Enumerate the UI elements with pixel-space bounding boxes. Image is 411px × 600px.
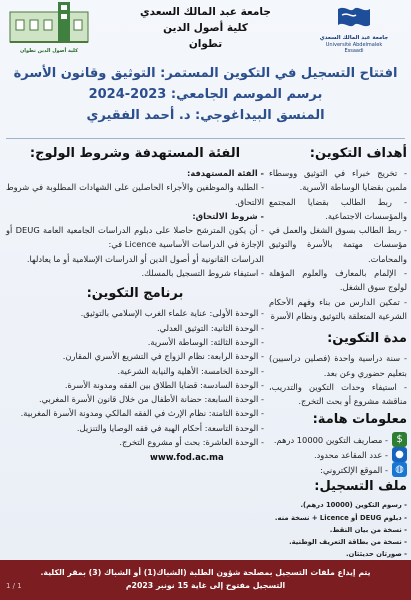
list-item: - أن يكون المترشح حاصلا على دبلوم الدراسات الجامعية العامة DEUG أو الإجازة في الدراسات الأساسية Licence في: — [6, 225, 264, 250]
website-label: - الموقع الإلكتروني: — [320, 464, 388, 475]
city-name: تطوان — [188, 38, 223, 50]
fees-row — [269, 432, 407, 447]
list-item: - الوحدة الثانية: التوثيق العدلي. — [156, 322, 264, 333]
institution-header — [120, 4, 291, 52]
list-item: - دبلوم DEUG أو Licence + نسخة منه. — [274, 513, 407, 522]
right-column — [269, 142, 407, 560]
academic-year: برسم الموسم الجامعي: 2023-2024 — [88, 87, 323, 102]
dossier-title: ملف التسجيل: — [314, 479, 407, 495]
list-item: - استيفاء وحدات التكوين والتدريب، مناقشة مشروع أو بحث التخرج. — [269, 381, 407, 407]
university-name: جامعة عبد المالك السعدي — [140, 6, 271, 18]
list-item: - الإلمام بالمعارف والعلوم المؤهلة لولوج سوق الشغل. — [269, 268, 407, 293]
website-link[interactable]: www.fod.ac.ma — [150, 453, 224, 463]
main-title: افتتاح التسجيل في التكوين المستمر: التوثيق وقانون الأسرة — [13, 66, 398, 81]
list-item: - رسوم التكوين (10000 درهم). — [300, 501, 407, 510]
title-divider — [6, 138, 405, 139]
list-item: - ربط الطالب بقضايا المجتمع والمؤسسات الاجتماعية. — [269, 196, 407, 221]
footer-banner — [0, 560, 411, 600]
objectives-list — [269, 166, 407, 323]
list-item: - تخريج خبراء في التوثيق ووسطاء ملمين بقضايا الوساطة الأسرية. — [269, 168, 407, 193]
list-item: - صورتان حديثتان. — [345, 550, 407, 559]
list-item: - الوحدة الثامنة: نظام الإرث في الفقه المالكي ومدونة الأسرة المغربية. — [20, 408, 264, 419]
list-item: - استيفاء شروط التسجيل بالمسلك. — [141, 268, 264, 279]
list-item: - نسخة من بطاقة التعريف الوطنية. — [289, 538, 407, 547]
footer-deposit-note: يتم إيداع ملفات التسجيل بمصلحة شؤون الطلبة (الشباك(1) أو الشباك (3) بمقر الكلية. — [40, 568, 371, 577]
university-logo-latin: Université Abdelmalek Essaadi — [325, 42, 383, 54]
objectives-title: أهداف التكوين: — [309, 146, 407, 161]
website-row — [269, 462, 407, 477]
university-emblem-icon — [334, 3, 374, 31]
list-item: الدراسات القانونية أو أصول الدين أو الدراسات الإسلامية أو ما يعادلها. — [26, 253, 264, 264]
list-item: - ربط الطالب بسوق الشغل والعمل في مؤسسات مهتمة بالأسرة والتوثيق والمحامات. — [269, 225, 407, 264]
list-item: - الوحدة السابعة: حضانة الأطفال من خلال قانون الأسرة المغربي. — [38, 394, 264, 405]
info-title: معلومات هامة: — [312, 412, 407, 428]
list-item: - الوحدة السادسة: قضايا الطلاق بين الفقه ومدونة الأسرة. — [64, 379, 264, 390]
target-title: الفئة المستهدفة وشروط الولوج: — [29, 146, 241, 161]
list-item: - الوحدة الخامسة: الأهلية والنيابة الشرعية. — [117, 365, 264, 376]
coordinator: المنسق البيداغوجي: د. أحمد الفقيري — [86, 108, 325, 123]
faculty-name: كلية أصول الدين — [163, 22, 248, 34]
list-item: - الطلبة والموظفين والأجراء الحاصلين على الشهادات المطلوبة في شروط الالتحاق. — [6, 182, 264, 207]
globe-icon: ◍ — [392, 462, 407, 477]
header — [0, 0, 411, 58]
list-item: - شروط الالتحاق: — [192, 210, 264, 221]
left-column — [6, 142, 264, 449]
title-block — [10, 64, 401, 126]
money-icon: $ — [392, 432, 407, 447]
faculty-logo-caption: كلية أصول الدين تطوان — [20, 48, 78, 54]
faculty-logo — [8, 2, 90, 56]
duration-title: مدة التكوين: — [327, 331, 407, 347]
program-title: برنامج التكوين: — [86, 286, 184, 302]
university-logo-name: جامعة عبد المالك السعدي — [319, 35, 389, 41]
list-item: - نسخة من بيان النقط. — [329, 525, 407, 534]
seats-text: - عدد المقاعد محدود. — [313, 449, 388, 460]
list-item: - سنة دراسية واحدة (فصلين دراسيين) بتعليم حضوري وعن بعد. — [269, 353, 407, 378]
seats-row — [269, 447, 407, 462]
list-item: - الوحدة التاسعة: أحكام الهبة في فقه الوصايا والتنزيل. — [76, 422, 264, 433]
faculty-building-icon — [8, 2, 90, 48]
list-item: - الوحدة العاشرة: بحث أو مشروع التخرج. — [119, 437, 264, 448]
list-item: - الفئة المستهدفة: — [187, 168, 264, 178]
university-logo — [317, 3, 391, 55]
footer-deadline: التسجيل مفتوح إلى غاية 15 نونبر 2023م — [125, 581, 286, 590]
list-item: - الوحدة الأولى: عناية علماء الغرب الإسلامي بالتوثيق. — [80, 308, 264, 319]
list-item: - تمكين الدارس من بناء وفهم الأحكام الشرعية المتعلقة بالتوثيق ونظام الأسرة — [269, 296, 407, 321]
list-item: - الوحدة الثالثة: الوساطة الأسرية. — [147, 336, 264, 347]
people-icon: ● — [392, 447, 407, 462]
list-item: - الوحدة الرابعة: نظام الزواج في التشريع الأسري المقارن. — [62, 351, 264, 362]
fees-text: - مصاريف التكوين 10000 درهم. — [273, 434, 388, 445]
page-number: 1 / 1 — [6, 582, 22, 590]
